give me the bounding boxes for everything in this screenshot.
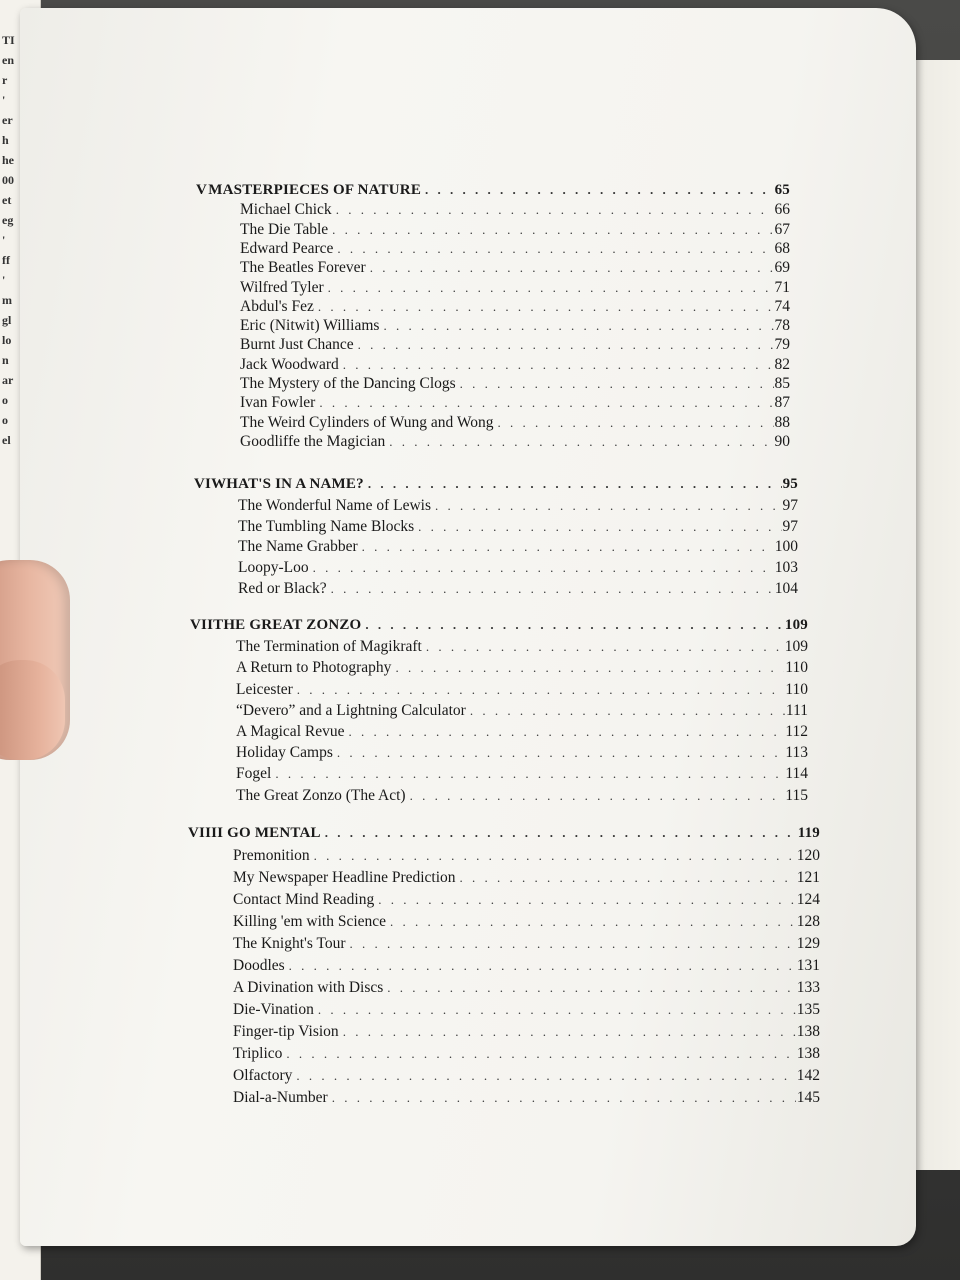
toc-entry: [240, 356, 790, 376]
entry-title: Abdul's Fez: [240, 297, 314, 315]
edge-glyph: ': [2, 273, 6, 287]
leader-dots: [319, 395, 773, 411]
leader-dots: [313, 560, 774, 576]
leader-dots: [350, 936, 796, 952]
page-number: 138: [796, 1023, 820, 1040]
page-number: 128: [796, 913, 820, 930]
page-number: 97: [782, 517, 798, 535]
page-number: 104: [774, 580, 798, 597]
page-number: 112: [785, 723, 808, 740]
page-number: 135: [796, 1001, 820, 1018]
leader-dots: [337, 745, 784, 761]
leader-dots: [314, 848, 796, 864]
toc-entry: [233, 1023, 820, 1043]
leader-dots: [343, 1024, 796, 1040]
toc-entry: [240, 298, 790, 318]
leader-dots: [318, 1002, 796, 1018]
leader-dots: [343, 357, 774, 373]
page-number: 119: [797, 825, 820, 841]
entry-title: The Name Grabber: [238, 538, 358, 556]
toc-entry: [238, 580, 798, 600]
edge-glyph: m: [2, 293, 12, 307]
page-number: 115: [785, 786, 808, 804]
leader-dots: [289, 958, 796, 974]
page-number: 120: [796, 847, 820, 864]
entry-title: Goodliffe the Magician: [240, 432, 386, 450]
toc-entry: [238, 538, 798, 558]
leader-dots: [426, 639, 784, 655]
toc-entry: [233, 847, 820, 867]
page-number: 65: [774, 182, 790, 198]
entry-title: Eric (Nitwit) Williams: [240, 317, 380, 335]
page-number: 142: [796, 1067, 820, 1084]
leader-dots: [365, 617, 783, 633]
toc-entry: [236, 681, 808, 701]
toc-entry: [236, 787, 808, 807]
leader-dots: [318, 299, 774, 315]
leader-dots: [358, 337, 774, 353]
leader-dots: [460, 376, 774, 392]
entry-title: Finger-tip Vision: [233, 1023, 339, 1040]
page-number: 97: [782, 496, 798, 514]
entry-title: The Knight's Tour: [233, 935, 346, 952]
page-number: 138: [796, 1045, 820, 1062]
chapter-title: I GO MENTAL: [217, 825, 321, 841]
chapter-heading: [196, 182, 790, 202]
chapter-heading: [190, 617, 808, 637]
entry-title: The Weird Cylinders of Wung and Wong: [240, 413, 494, 431]
entry-title: Premonition: [233, 847, 310, 864]
entry-title: Fogel: [236, 765, 272, 783]
toc-entry: [238, 559, 798, 579]
page-number: 145: [796, 1089, 820, 1106]
leader-dots: [389, 434, 773, 450]
edge-glyph: he: [2, 153, 14, 167]
entry-title: Killing 'em with Science: [233, 913, 387, 930]
leader-dots: [348, 724, 784, 740]
edge-glyph: TI: [2, 33, 15, 47]
entry-title: Holiday Camps: [236, 744, 333, 762]
page-number: 85: [774, 375, 790, 392]
entry-title: Olfactory: [233, 1067, 293, 1084]
edge-glyph: ': [2, 233, 6, 247]
chapter-number: VII: [190, 617, 214, 633]
edge-glyph: et: [2, 193, 12, 207]
toc-entry: [236, 702, 808, 722]
page-number: 66: [774, 201, 790, 219]
toc-entry: [233, 1001, 820, 1021]
edge-glyph: o: [2, 393, 8, 407]
toc-entry: [238, 518, 798, 538]
toc-entry: [233, 935, 820, 955]
page-number: 109: [784, 617, 808, 633]
page-number: 67: [774, 220, 790, 238]
toc-entry: [236, 638, 808, 658]
edge-glyph: ': [2, 93, 6, 107]
entry-title: Jack Woodward: [240, 355, 339, 373]
page-number: 129: [796, 935, 820, 952]
entry-title: Leicester: [236, 680, 293, 698]
toc-entry: [236, 765, 808, 785]
leader-dots: [332, 222, 773, 238]
edge-glyph: ff: [2, 253, 10, 267]
leader-dots: [275, 766, 784, 782]
leader-dots: [325, 825, 797, 841]
entry-title: Triplico: [233, 1045, 283, 1062]
leader-dots: [296, 1068, 795, 1084]
page-number: 68: [774, 239, 790, 257]
entry-title: The Die Table: [240, 220, 329, 238]
entry-title: Dial-a-Number: [233, 1089, 328, 1106]
page-number: 88: [774, 413, 790, 431]
toc-entry: [236, 723, 808, 743]
entry-title: Ivan Fowler: [240, 394, 316, 412]
page-number: 74: [774, 297, 790, 315]
page-number: 110: [785, 659, 808, 677]
entry-title: “Devero” and a Lightning Calculator: [236, 701, 466, 719]
page-number: 95: [782, 476, 798, 492]
edge-glyph: lo: [2, 333, 12, 347]
page-number: 71: [774, 278, 790, 296]
edge-glyph: o: [2, 413, 8, 427]
toc-entry: [233, 1089, 820, 1109]
chapter-number: VI: [194, 476, 212, 492]
edge-glyph: r: [2, 73, 8, 87]
page-number: 131: [796, 957, 820, 974]
page-number: 103: [774, 559, 798, 577]
page-number: 113: [785, 744, 808, 762]
chapter-heading: [194, 476, 798, 496]
leader-dots: [370, 260, 774, 276]
leader-dots: [332, 1090, 796, 1106]
leader-dots: [297, 682, 785, 698]
leader-dots: [390, 914, 796, 930]
toc-entry: [238, 497, 798, 517]
entry-title: The Great Zonzo (The Act): [236, 786, 406, 804]
entry-title: Michael Chick: [240, 201, 332, 219]
page-number: 124: [796, 891, 820, 908]
edge-glyph: er: [2, 113, 13, 127]
leader-dots: [460, 870, 796, 886]
leader-dots: [383, 318, 773, 334]
leader-dots: [418, 519, 781, 535]
toc-entry: [233, 1067, 820, 1087]
toc-entry: [240, 394, 790, 414]
edge-glyph: eg: [2, 213, 14, 227]
entry-title: Die-Vination: [233, 1001, 314, 1018]
toc-entry: [233, 957, 820, 977]
toc-entry: [233, 891, 820, 911]
leader-dots: [336, 202, 774, 218]
toc-entry: [240, 221, 790, 241]
entry-title: The Mystery of the Dancing Clogs: [240, 375, 456, 392]
chapter-title: MASTERPIECES OF NATURE: [208, 182, 422, 198]
toc-entry: [240, 317, 790, 337]
toc-entry: [240, 414, 790, 434]
leader-dots: [337, 241, 773, 257]
leader-dots: [331, 581, 774, 597]
page-number: 111: [785, 701, 808, 719]
leader-dots: [387, 980, 795, 996]
page-number: 100: [774, 538, 798, 556]
entry-title: A Magical Revue: [236, 723, 345, 740]
edge-glyph: n: [2, 353, 9, 367]
entry-title: Burnt Just Chance: [240, 336, 354, 354]
page-number: 79: [774, 336, 790, 354]
toc-entry: [240, 259, 790, 279]
leader-dots: [497, 415, 773, 431]
page-number: 87: [774, 394, 790, 412]
edge-glyph: 00: [2, 173, 14, 187]
leader-dots: [425, 182, 774, 198]
leader-dots: [378, 892, 796, 908]
chapter-heading: [188, 825, 820, 845]
leader-dots: [410, 788, 785, 804]
chapter-title: WHAT'S IN A NAME?: [211, 476, 364, 492]
entry-title: Red or Black?: [238, 580, 327, 597]
toc-entry: [233, 913, 820, 933]
leader-dots: [362, 539, 774, 555]
entry-title: Edward Pearce: [240, 239, 334, 257]
toc-entry: [236, 659, 808, 679]
leader-dots: [286, 1046, 795, 1062]
edge-glyph: gl: [2, 313, 12, 327]
entry-title: Contact Mind Reading: [233, 891, 375, 908]
chapter-number: VIII: [188, 825, 218, 841]
toc-entry: [240, 375, 790, 395]
edge-glyph: ar: [2, 373, 14, 387]
chapter-title: THE GREAT ZONZO: [213, 617, 362, 633]
leader-dots: [470, 703, 785, 719]
page-number: 78: [774, 317, 790, 335]
toc-entry: [240, 336, 790, 356]
entry-title: A Return to Photography: [236, 659, 392, 677]
page-number: 109: [784, 638, 808, 656]
entry-title: A Divination with Discs: [233, 979, 384, 996]
page-number: 121: [796, 869, 820, 886]
page-number: 90: [774, 432, 790, 450]
page-number: 110: [785, 680, 808, 698]
toc-entry: [233, 1045, 820, 1065]
entry-title: The Wonderful Name of Lewis: [238, 496, 432, 514]
entry-title: The Termination of Magikraft: [236, 638, 422, 656]
entry-title: The Tumbling Name Blocks: [238, 517, 415, 535]
page-number: 82: [774, 355, 790, 373]
page-number: 133: [796, 979, 820, 996]
page-number: 69: [774, 259, 790, 277]
chapter-number: V: [196, 182, 208, 198]
toc-entry: [240, 279, 790, 299]
edge-glyph: el: [2, 433, 11, 447]
edge-glyph: en: [2, 53, 14, 67]
toc-entry: [240, 433, 790, 453]
entry-title: Doodles: [233, 957, 285, 974]
entry-title: Wilfred Tyler: [240, 278, 324, 296]
leader-dots: [395, 660, 784, 676]
toc-entry: [233, 979, 820, 999]
toc-entry: [240, 201, 790, 221]
leader-dots: [435, 498, 781, 514]
entry-title: The Beatles Forever: [240, 259, 366, 277]
entry-title: Loopy-Loo: [238, 559, 309, 577]
leader-dots: [368, 476, 782, 492]
toc-entry: [233, 869, 820, 889]
edge-glyph: h: [2, 133, 9, 147]
leader-dots: [328, 280, 774, 296]
entry-title: My Newspaper Headline Prediction: [233, 869, 456, 886]
toc-entry: [240, 240, 790, 260]
page-number: 114: [785, 765, 808, 783]
toc-entry: [236, 744, 808, 764]
